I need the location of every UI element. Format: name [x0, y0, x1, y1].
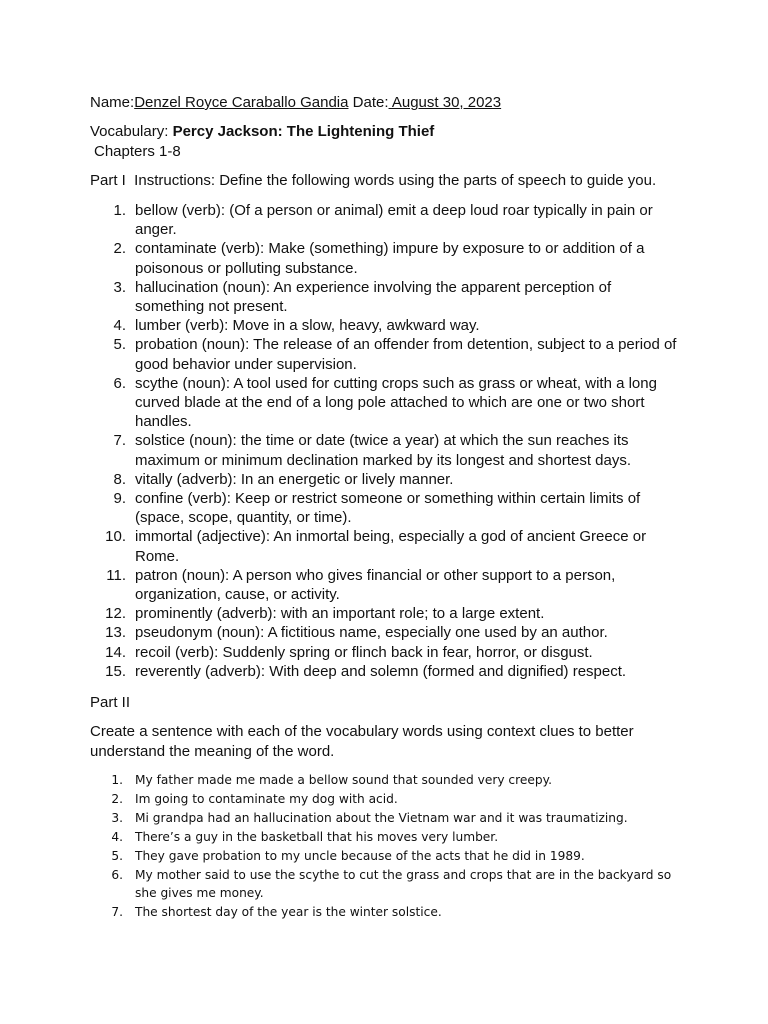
assignment-date: August 30, 2023	[388, 94, 502, 111]
sentence-item-text: Mi grandpa had an hallucination about the Vietnam war and it was traumatizing.	[135, 810, 628, 825]
definition-item	[90, 604, 680, 623]
definition-item-text: prominently (adverb): with an important role; to a large extent.	[135, 605, 545, 623]
definition-item-text: recoil (verb): Suddenly spring or flinch back in fear, horror, or disgust.	[135, 643, 593, 661]
part2-instructions-line2: understand the meaning of the word.	[90, 743, 335, 760]
definition-item	[90, 431, 680, 469]
definition-item	[90, 239, 680, 277]
definition-item-number: 7.	[113, 432, 126, 450]
sentence-item-text: My father made me made a bellow sound that sounded very creepy.	[135, 773, 552, 787]
name-date-line	[90, 93, 501, 112]
sentence-item-number: 1.	[111, 773, 123, 787]
definition-item-number: 8.	[113, 470, 126, 488]
definition-item-text: immortal (adjective): An inmortal being, especially a god of ancient Greece or Rome.	[135, 528, 647, 565]
sentence-item-number: 7.	[111, 905, 123, 920]
definition-item-text: probation (noun): The release of an offender from detention, subject to a period of good behavior under supervision.	[135, 336, 677, 373]
definition-item-text: bellow (verb): (Of a person or animal) emit a deep loud roar typically in pain or anger.	[135, 202, 653, 239]
definition-item-number: 3.	[113, 278, 126, 296]
definition-item-text: pseudonym (noun): A fictitious name, especially one used by an author.	[135, 624, 608, 642]
chapters-line: Chapters 1-8	[94, 143, 181, 160]
sentence-item-number: 3.	[111, 810, 123, 825]
definition-item-text: reverently (adverb): With deep and solemn (formed and dignified) respect.	[135, 662, 627, 680]
date-label: Date:	[348, 94, 389, 111]
sentence-item-text: There’s a guy in the basketball that his moves very lumber.	[135, 829, 499, 844]
definition-item-text: solstice (noun): the time or date (twice a year) at which the sun reaches its maximum or minimum declination marked by its longest and shortest days.	[135, 432, 632, 469]
definition-item	[90, 470, 680, 489]
sentence-item-text: My mother said to use the scythe to cut the grass and crops that are in the backyard so she gives me money.	[135, 867, 672, 901]
sentence-item	[90, 847, 690, 866]
definitions-list	[90, 201, 680, 681]
vocabulary-label: Vocabulary:	[90, 123, 173, 140]
definition-item-number: 13.	[105, 624, 126, 642]
book-title: Percy Jackson: The Lightening Thief	[172, 123, 435, 140]
name-label: Name:	[90, 94, 135, 111]
definition-item-text: vitally (adverb): In an energetic or lively manner.	[135, 470, 454, 488]
sentence-item-text: Im going to contaminate my dog with acid.	[135, 791, 398, 806]
sentence-item	[90, 903, 690, 922]
sentence-item	[90, 809, 690, 828]
sentence-item	[90, 771, 690, 790]
sentences-list	[90, 771, 690, 922]
definition-item-number: 2.	[113, 240, 126, 258]
sentence-item	[90, 790, 690, 809]
definition-item	[90, 316, 680, 335]
sentence-item-number: 4.	[111, 829, 123, 844]
definition-item-number: 5.	[113, 336, 126, 354]
definition-item-number: 1.	[113, 202, 126, 219]
definition-item	[90, 566, 680, 604]
definition-item-number: 4.	[113, 317, 126, 335]
definition-item	[90, 201, 680, 239]
definition-item-number: 9.	[113, 490, 126, 508]
definition-item	[90, 374, 680, 432]
definition-item-text: confine (verb): Keep or restrict someone or something within certain limits of (space, scope, quantity, or time).	[135, 490, 641, 527]
definition-item	[90, 643, 680, 662]
sentence-item-number: 5.	[111, 848, 123, 863]
part2-instructions-line1: Create a sentence with each of the vocabulary words using context clues to better	[90, 723, 634, 740]
sentence-item-number: 6.	[111, 867, 123, 882]
sentence-item-text: The shortest day of the year is the winter solstice.	[135, 905, 442, 920]
definition-item-text: lumber (verb): Move in a slow, heavy, awkward way.	[135, 317, 480, 335]
definition-item-text: contaminate (verb): Make (something) impure by exposure to or addition of a poisonous or polluting substance.	[135, 240, 645, 277]
part2-heading: Part II	[90, 694, 131, 711]
definition-item	[90, 489, 680, 527]
definition-item	[90, 623, 680, 642]
definition-item-number: 14.	[105, 643, 126, 661]
sentence-item-text: They gave probation to my uncle because of the acts that he did in 1989.	[135, 848, 585, 863]
definition-item-number: 11.	[106, 566, 126, 584]
definition-item-text: scythe (noun): A tool used for cutting crops such as grass or wheat, with a long curved blade at the end of a long pole attached to which are one or two short handles.	[135, 374, 657, 431]
definition-item-number: 10.	[105, 528, 126, 546]
sentence-item	[90, 866, 690, 904]
definition-item-number: 6.	[113, 374, 126, 392]
definition-item	[90, 662, 680, 681]
student-name: Denzel Royce Caraballo Gandia	[134, 94, 349, 111]
definition-item	[90, 335, 680, 373]
sentence-item	[90, 828, 690, 847]
sentence-item-number: 2.	[111, 791, 123, 806]
definition-item-number: 15.	[105, 662, 126, 680]
part1-heading: Part I Instructions: Define the following words using the parts of speech to guide you.	[90, 172, 657, 189]
definition-item	[90, 278, 680, 316]
vocabulary-title-line	[90, 122, 434, 141]
definition-item	[90, 527, 680, 565]
definition-item-text: hallucination (noun): An experience involving the apparent perception of something not present.	[135, 278, 612, 316]
definition-item-number: 12.	[105, 605, 126, 623]
definition-item-text: patron (noun): A person who gives financial or other support to a person, organization, cause, or activity.	[135, 566, 616, 604]
